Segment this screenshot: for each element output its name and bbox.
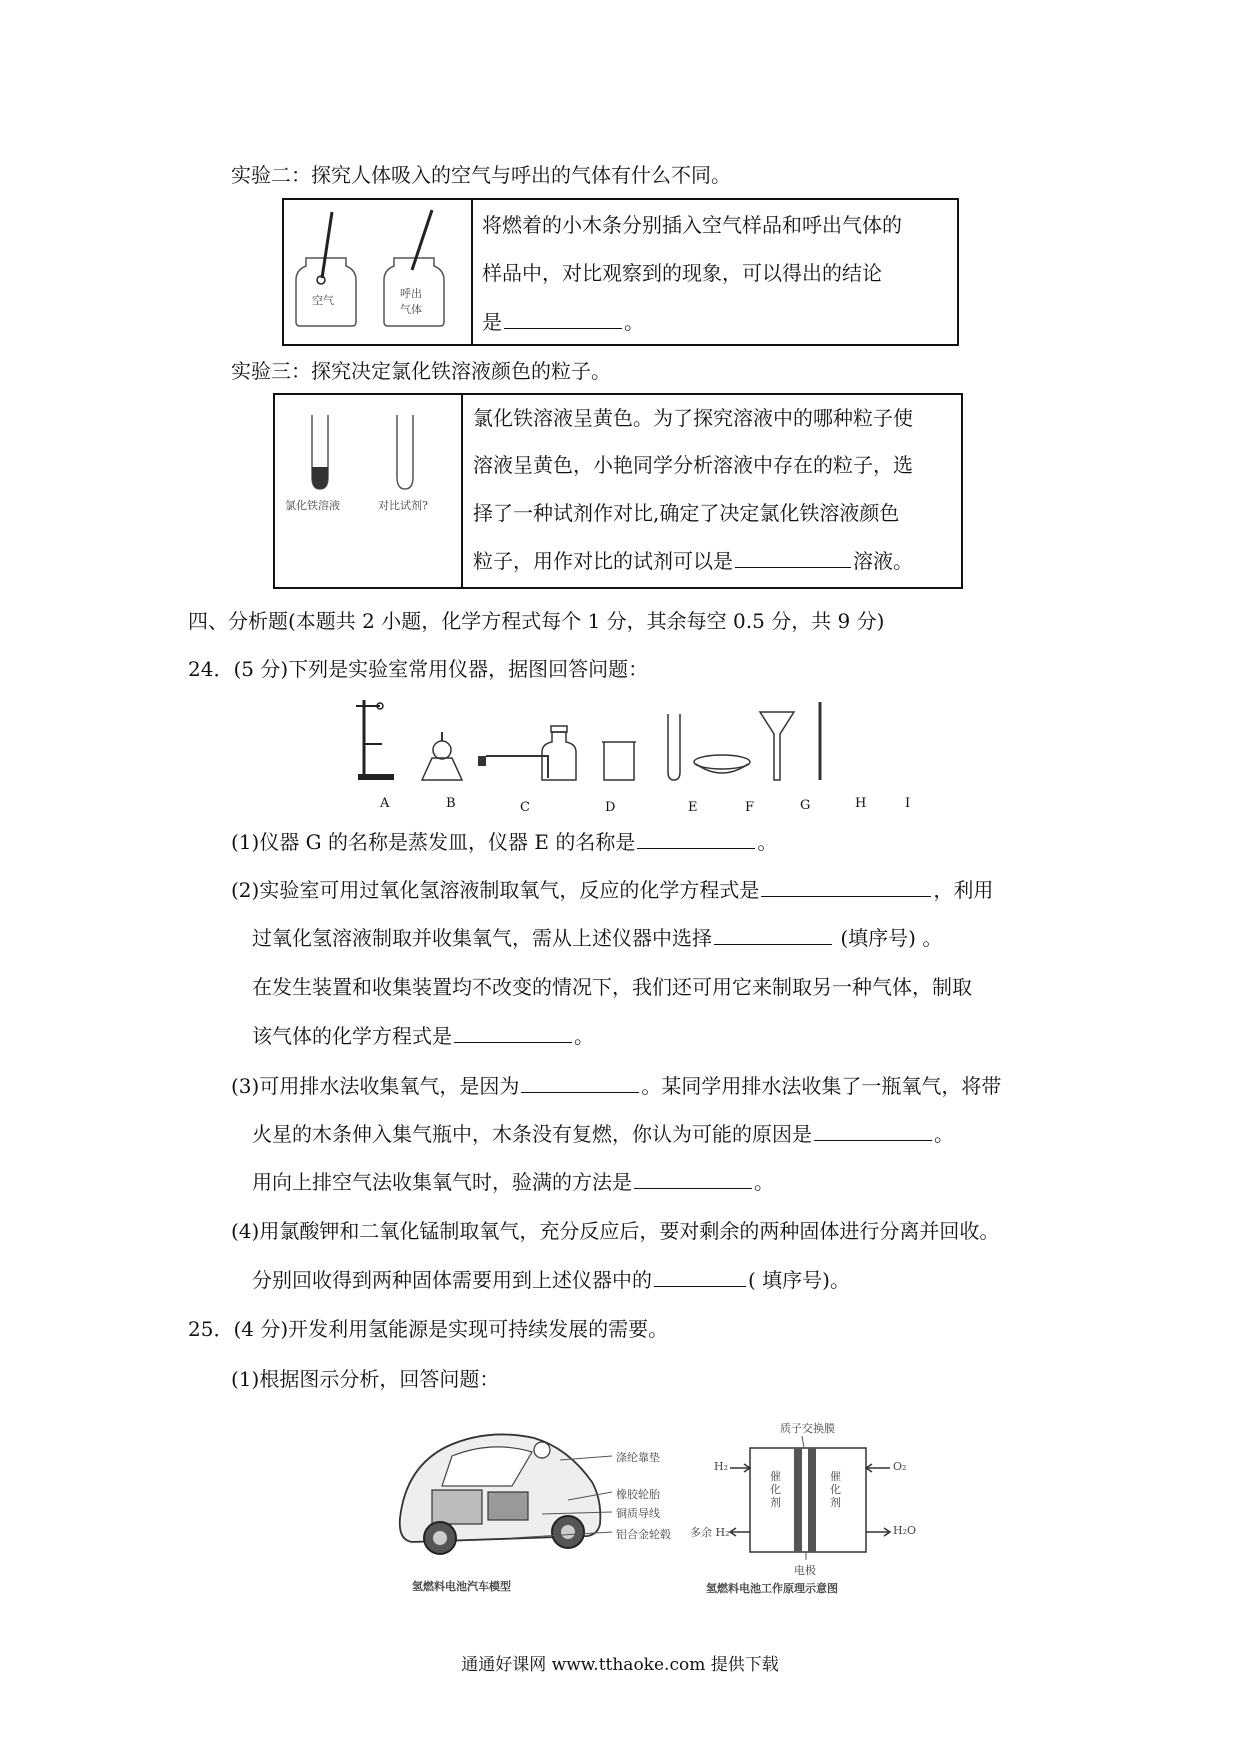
tube2-label: 对比试剂?: [378, 499, 428, 512]
car-caption: 氢燃料电池汽车模型: [412, 1580, 511, 1593]
table-divider: [461, 395, 463, 587]
answer-blank[interactable]: [735, 545, 851, 568]
q25-part1: (1)根据图示分析，回答问题：: [231, 1367, 500, 1391]
q24-p3-text-f: 。: [754, 1170, 774, 1194]
q24-p4-text-c: ( 填序号)。: [748, 1268, 850, 1292]
exp3-text-4a: 粒子，用作对比的试剂可以是: [473, 549, 733, 573]
answer-blank[interactable]: [454, 1020, 572, 1043]
exp2-title: 实验二：探究人体吸入的空气与呼出的气体有什么不同。: [231, 163, 731, 187]
q24-p3-text-b: 。某同学用排水法收集了一瓶氧气，将带: [641, 1074, 1002, 1098]
gas-jars-illustration: [284, 200, 470, 344]
electrode-label: 电极: [794, 1564, 816, 1577]
lab-apparatus-illustration: [350, 692, 950, 792]
car-label-tire: 橡胶轮胎: [616, 1488, 660, 1501]
answer-blank[interactable]: [761, 874, 931, 897]
answer-blank[interactable]: [637, 826, 755, 849]
apparatus-label-a: A: [380, 796, 390, 811]
jar2-label: 呼出气体: [400, 287, 422, 316]
q25-title: 25．(4 分)开发利用氢能源是实现可持续发展的需要。: [188, 1317, 669, 1341]
excess-h2-label: 多余 H₂: [690, 1526, 730, 1539]
q24-part3-line2: [252, 1118, 954, 1149]
q24-p4-text-b: 分别回收得到两种固体需要用到上述仪器中的: [252, 1268, 652, 1292]
exp3-text-3: 择了一种试剂作对比,确定了决定氯化铁溶液颜色: [473, 501, 900, 525]
test-tubes-illustration: [275, 395, 461, 587]
q24-p3-text-e: 用向上排空气法收集氧气时，验满的方法是: [252, 1170, 632, 1194]
answer-blank[interactable]: [504, 306, 622, 329]
apparatus-label-i: I: [905, 796, 911, 811]
apparatus-label-c: C: [520, 800, 530, 815]
jar1-label: 空气: [312, 294, 334, 307]
h2-in-label: H₂: [714, 1460, 729, 1473]
q24-part2-line4: [252, 1020, 594, 1051]
q24-p2-text-c: 过氧化氢溶液制取并收集氧气，需从上述仪器中选择: [252, 926, 712, 950]
apparatus-label-b: B: [446, 796, 456, 811]
exp2-text-3b: 。: [624, 310, 644, 334]
exp3-text-4b: 溶液。: [853, 549, 913, 573]
page-footer: 通通好课网 www.tthaoke.com 提供下载: [461, 1655, 779, 1675]
table-divider: [471, 200, 473, 344]
answer-blank[interactable]: [654, 1264, 746, 1287]
q24-part4-line1: (4)用氯酸钾和二氧化锰制取氧气，充分反应后，要对剩余的两种固体进行分离并回收。: [231, 1219, 1000, 1243]
exp2-text-3a: 是: [482, 310, 502, 334]
q24-title: 24．(5 分)下列是实验室常用仪器，据图回答问题：: [188, 657, 649, 681]
car-label-rim: 铝合金轮毂: [616, 1528, 671, 1541]
q24-part2-line2: [252, 922, 942, 953]
fuel-cell-car-illustration: [392, 1420, 622, 1570]
exp2-text-1: 将燃着的小木条分别插入空气样品和呼出气体的: [482, 213, 902, 237]
catalyst-right-label: 催化剂: [830, 1470, 841, 1509]
q24-p2-text-d: (填序号) 。: [834, 926, 943, 950]
answer-blank[interactable]: [634, 1166, 752, 1189]
exp3-text-1: 氯化铁溶液呈黄色。为了探究溶液中的哪种粒子使: [473, 406, 913, 430]
q24-p3-text: (3)可用排水法收集氧气，是因为: [231, 1074, 520, 1098]
apparatus-label-e: E: [688, 800, 698, 815]
exp2-text-2: 样品中，对比观察到的现象，可以得出的结论: [482, 261, 882, 285]
answer-blank[interactable]: [521, 1070, 639, 1093]
exp2-table: [282, 198, 959, 346]
exp2-text-3: [482, 306, 644, 337]
q24-part1: [231, 826, 777, 857]
q24-p3-text-d: 。: [934, 1122, 954, 1146]
o2-in-label: O₂: [893, 1460, 907, 1473]
q24-part2-line3: 在发生装置和收集装置均不改变的情况下，我们还可用它来制取另一种气体，制取: [252, 975, 972, 999]
section4-heading: 四、分析题(本题共 2 小题，化学方程式每个 1 分，其余每空 0.5 分，共 9 分): [188, 609, 885, 633]
q24-p2-text-b: ，利用: [933, 878, 994, 902]
apparatus-label-h: H: [855, 796, 867, 811]
fuel-cell-caption: 氢燃料电池工作原理示意图: [706, 1582, 838, 1595]
membrane-label: 质子交换膜: [780, 1422, 835, 1435]
h2o-out-label: H₂O: [893, 1524, 917, 1537]
q24-p2-text: (2)实验室可用过氧化氢溶液制取氧气，反应的化学方程式是: [231, 878, 760, 902]
q24-p1-text: (1)仪器 G 的名称是蒸发皿，仪器 E 的名称是: [231, 830, 636, 854]
q24-part3-line1: [231, 1070, 1001, 1101]
answer-blank[interactable]: [714, 922, 832, 945]
tube1-label: 氯化铁溶液: [285, 499, 340, 512]
answer-blank[interactable]: [814, 1118, 932, 1141]
exp3-text-2: 溶液呈黄色，小艳同学分析溶液中存在的粒子，选: [473, 453, 913, 477]
q24-p2-text-f: 该气体的化学方程式是: [252, 1024, 452, 1048]
car-label-wire: 铜质导线: [616, 1507, 660, 1520]
q24-p3-text-c: 火星的木条伸入集气瓶中，木条没有复燃，你认为可能的原因是: [252, 1122, 812, 1146]
q24-part2-line1: [231, 874, 993, 905]
apparatus-label-f: F: [745, 800, 755, 815]
exp3-table: [273, 393, 963, 589]
fuel-cell-diagram: [700, 1436, 900, 1566]
exp3-title: 实验三：探究决定氯化铁溶液颜色的粒子。: [231, 359, 611, 383]
apparatus-label-g: G: [800, 798, 811, 813]
car-label-seat: 涤纶靠垫: [616, 1451, 660, 1464]
q24-part4-line2: [252, 1264, 850, 1295]
apparatus-label-d: D: [605, 800, 616, 815]
exp3-text-4: [473, 545, 913, 576]
q24-p2-text-g: 。: [574, 1024, 594, 1048]
q24-part3-line3: [252, 1166, 774, 1197]
catalyst-left-label: 催化剂: [770, 1470, 781, 1509]
q24-p1-end: 。: [757, 830, 778, 854]
